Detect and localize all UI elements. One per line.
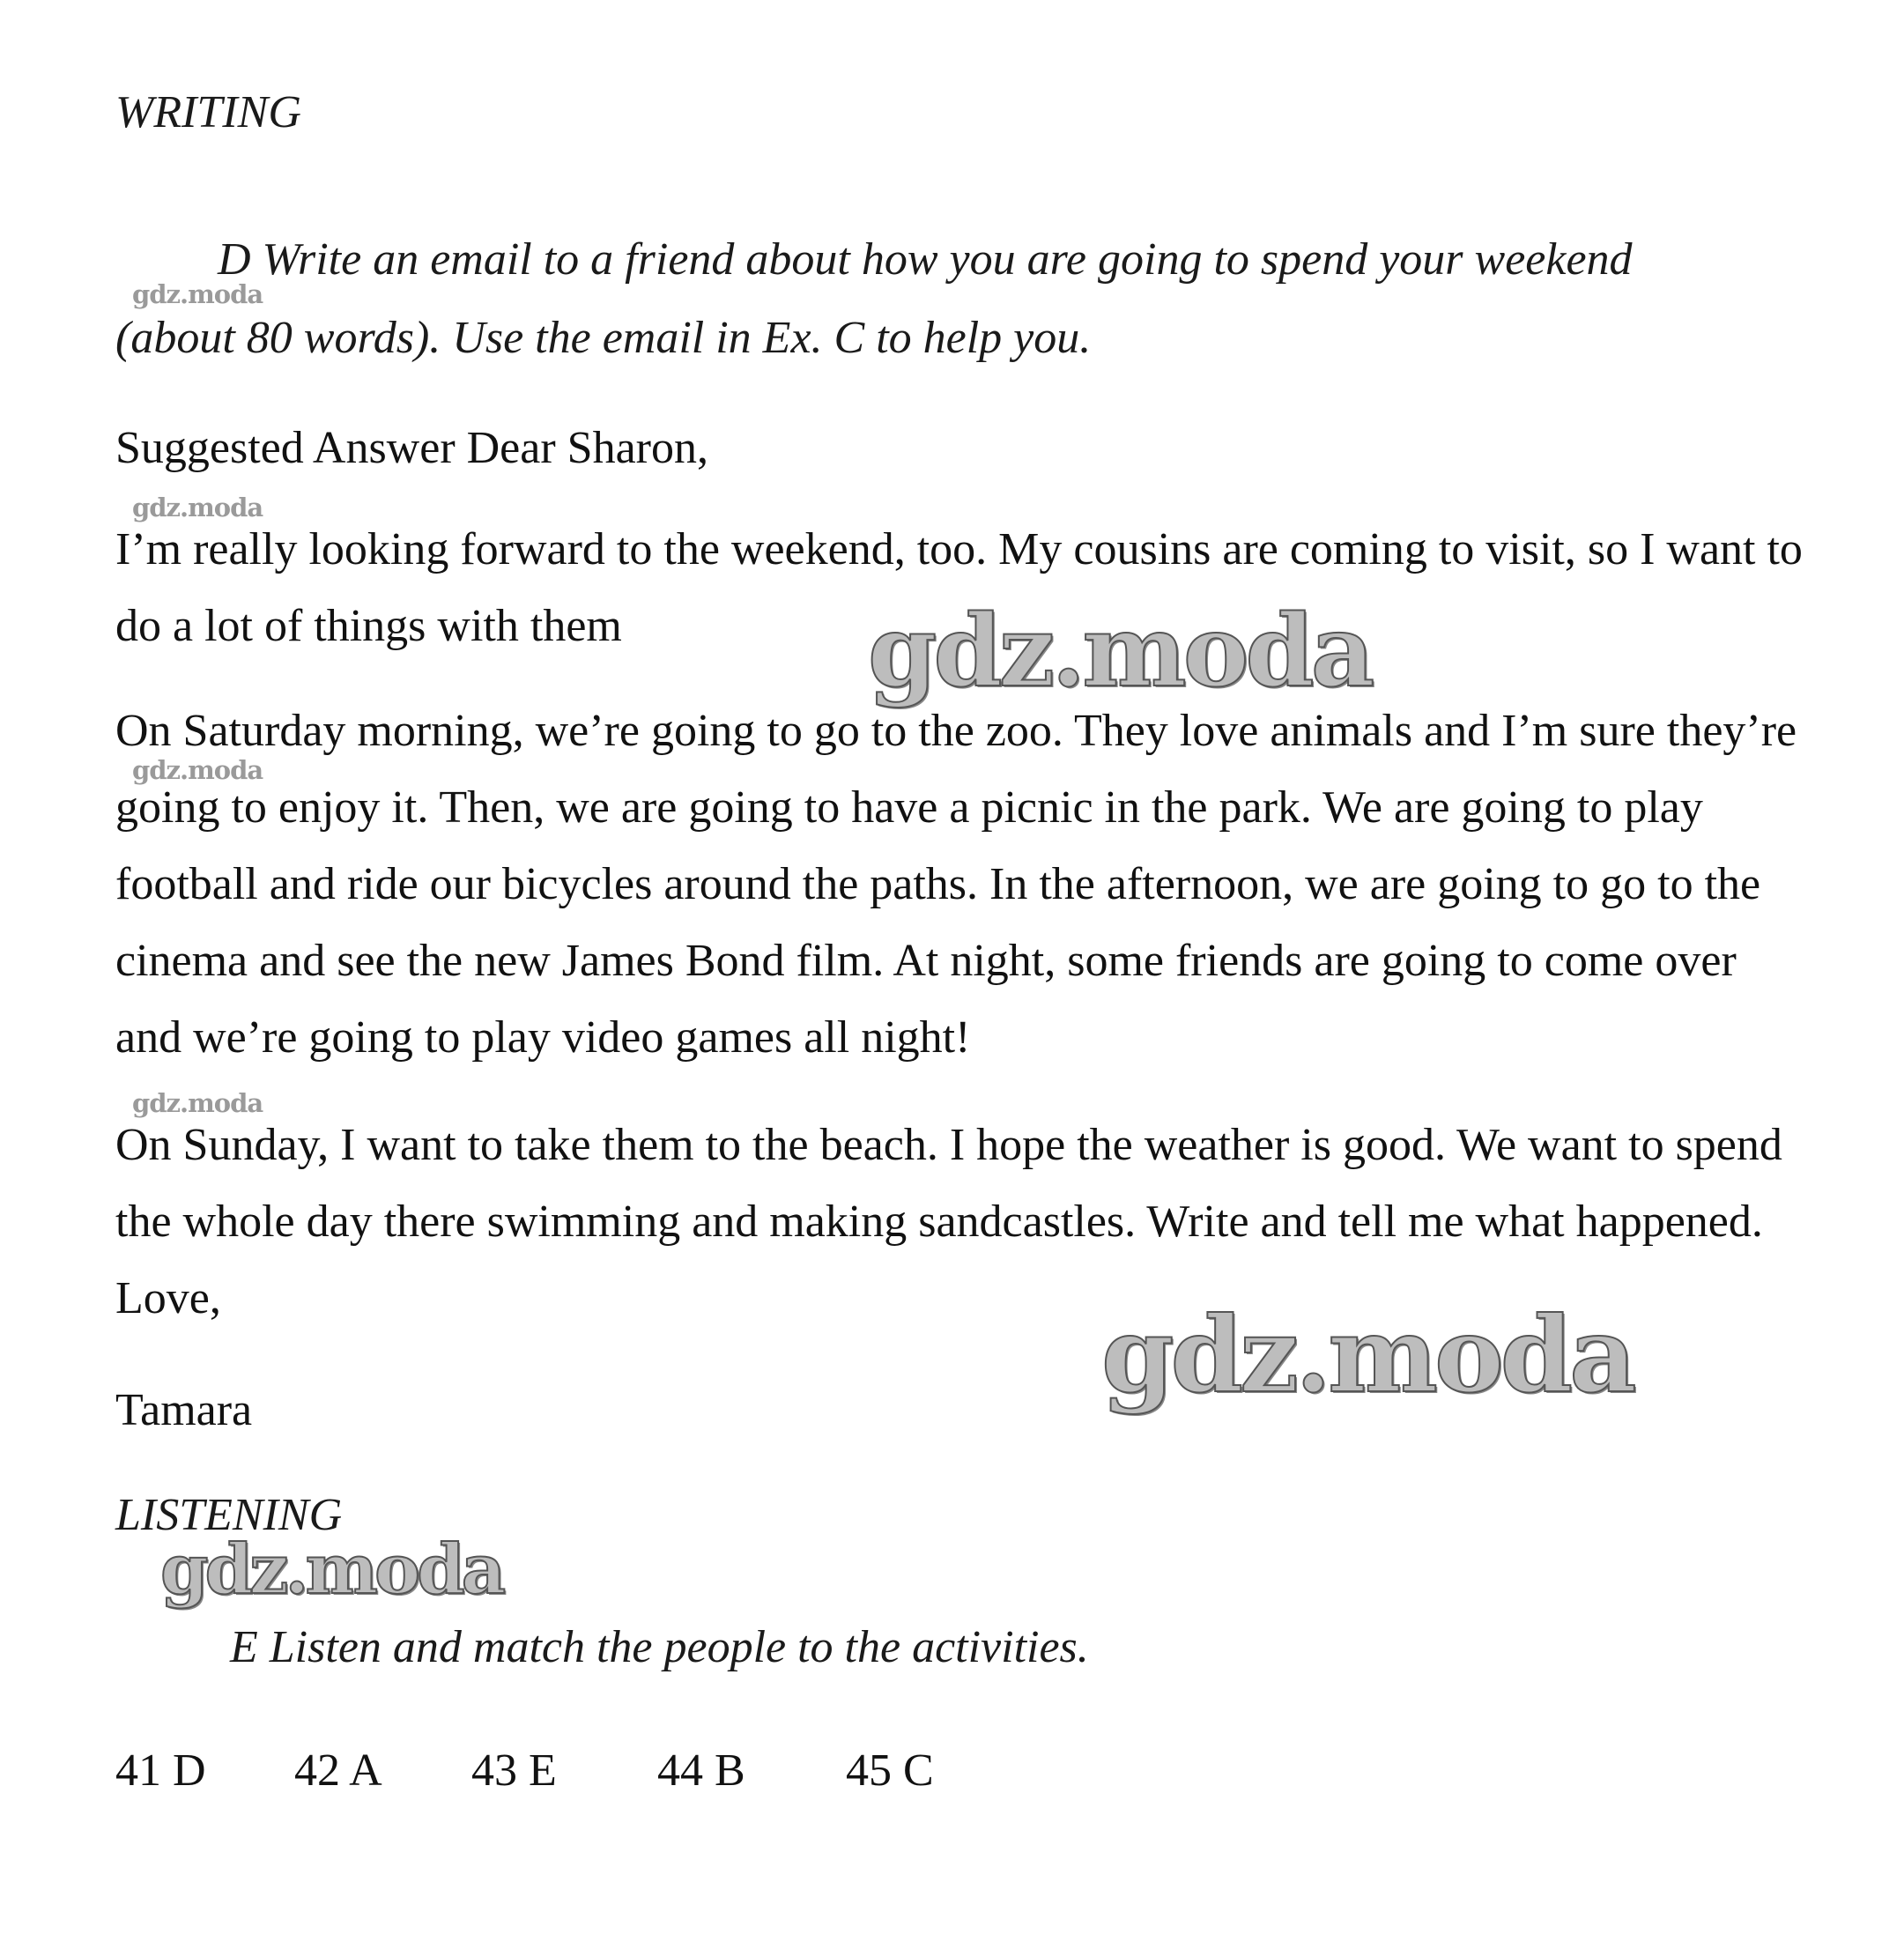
answer-paragraph-1: I’m really looking forward to the weekend, too. My cousins are coming to visit, so I want to do a lot of things with them — [115, 524, 1803, 651]
writing-heading: WRITING — [115, 87, 301, 137]
answer-43: 43 E — [471, 1745, 557, 1796]
writing-task-line-2: (about 80 words). Use the email in Ex. C to help you. — [115, 313, 1092, 363]
answer-key — [115, 1745, 934, 1797]
answer-42: 42 A — [294, 1745, 382, 1796]
watermark-small: gdz.moda — [132, 279, 263, 309]
watermark-large: gdz.moda — [1101, 1293, 1634, 1416]
watermark-small: gdz.moda — [132, 755, 263, 785]
answer-44: 44 B — [657, 1745, 745, 1796]
answer-paragraph-2: On Saturday morning, we’re going to go to the zoo. They love animals and I’m sure they’re going to enjoy it. Then, we are going to have a picnic in the park. We are going to play football and ride our bicycles around the paths. In the afternoon, we are going to go to the cinema and see the new James Bond film. At night, some friends are going to come over and we’re going to play video games all night! — [115, 706, 1797, 1063]
answer-intro: Suggested Answer Dear Sharon, — [115, 423, 708, 473]
writing-task — [115, 220, 1816, 377]
watermark-small: gdz.moda — [132, 493, 263, 522]
listening-task — [115, 1621, 1816, 1674]
answer-paragraph-3: On Sunday, I want to take them to the beach. I hope the weather is good. We want to spend the whole day there swimming and making sandcastles. Write and tell me what happened. Love, — [115, 1120, 1782, 1323]
answer-signature: Tamara — [115, 1385, 253, 1435]
watermark-large: gdz.moda — [868, 594, 1372, 709]
answer-41: 41 D — [115, 1745, 206, 1796]
writing-task-text-1: D Write an email to a friend about how you are going to spend your weekend — [218, 234, 1633, 285]
listening-task-text: E Listen and match the people to the activities. — [230, 1622, 1089, 1672]
watermark-small: gdz.moda — [132, 1088, 263, 1118]
watermark-medium: gdz.moda — [160, 1530, 503, 1610]
answer-45: 45 C — [846, 1745, 934, 1796]
writing-task-line-1 — [115, 220, 1816, 299]
listening-heading: LISTENING — [115, 1490, 343, 1540]
